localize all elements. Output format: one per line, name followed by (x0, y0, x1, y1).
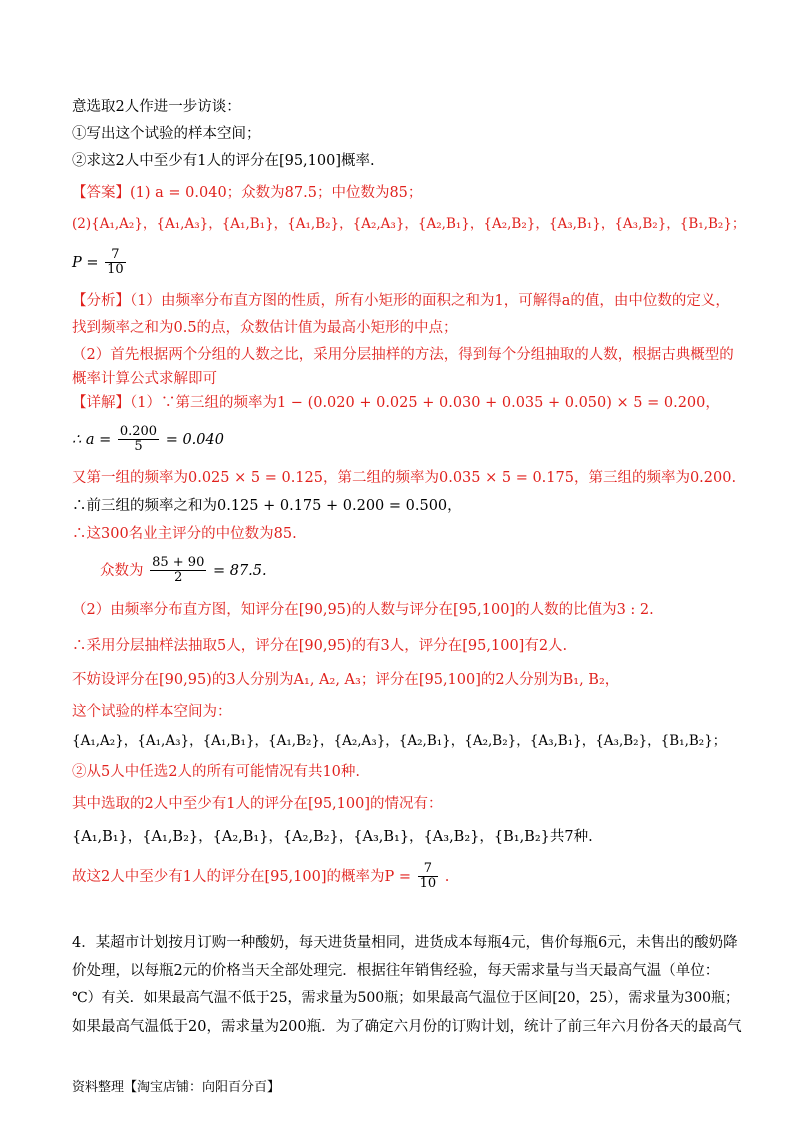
mode-numerator: 85 + 90 (152, 555, 205, 570)
detail-final (72, 862, 740, 892)
answer-line-2: (2){A₁,A₂}，{A₁,A₃}，{A₁,B₁}，{A₁,B₂}，{A₂,A₃}，{A₂,B₁}，{A₂,B₂}，{A₃,B₁}，{A₃,B₂}，{B₁,B₂}； (72, 216, 746, 232)
analysis-line-2: 找到频率之和为0.5的点，众数估计值为最高小矩形的中点； (72, 320, 458, 336)
p-numerator: 7 (105, 248, 126, 263)
question-item-2: ②求这2人中至少有1人的评分在[95,100]概率. (72, 153, 375, 169)
analysis-line-4: 概率计算公式求解即可 (72, 371, 217, 387)
q4-line-4: 如果最高气温低于20，需求量为200瓶．为了确定六月份的订购计划，统计了前三年六月份各天的最高气 (72, 1019, 742, 1035)
detail-a-equation (72, 425, 740, 455)
analysis-line-1: 【分析】（1）由频率分布直方图的性质，所有小矩形的面积之和为1，可解得a的值，由中位数的定义， (72, 293, 730, 309)
detail-line-10: 这个试验的样本空间为： (72, 704, 232, 720)
detail-line-9: 不妨设评分在[90,95)的3人分别为A₁, A₂, A₃；评分在[95,100]的2人分别为B₁, B₂， (72, 672, 620, 688)
p-denominator: 10 (107, 262, 124, 278)
mode-rhs: = 87.5. (212, 562, 267, 579)
detail-line-4: ∴前三组的频率之和为0.125 + 0.175 + 0.200 = 0.500， (72, 498, 462, 514)
final-end: . (444, 868, 450, 885)
q4-line-2: 价处理，以每瓶2元的价格当天全部处理完．根据往年销售经验，每天需求量与当天最高气温（单位： (72, 963, 720, 979)
detail-mode (100, 556, 740, 586)
a-denominator: 5 (134, 439, 143, 455)
a-numerator: 0.200 (119, 424, 158, 439)
detail-line-13: 其中选取的2人中至少有1人的评分在[95,100]的情况有： (72, 796, 443, 812)
detail-line-8: ∴采用分层抽样法抽取5人，评分在[90,95)的有3人，评分在[95,100]有2人. (72, 638, 568, 654)
q4-line-1: 4．某超市计划按月订购一种酸奶，每天进货量相同，进货成本每瓶4元，售价每瓶6元，未售出的酸奶降 (72, 935, 738, 951)
final-denominator: 10 (419, 876, 437, 892)
question-item-1: ①写出这个试验的样本空间； (72, 126, 261, 142)
question-intro: 意选取2人作进一步访谈： (72, 99, 241, 115)
detail-line-5: ∴这300名业主评分的中位数为85. (72, 526, 297, 542)
q4-line-3: ℃）有关．如果最高气温不低于25，需求量为500瓶；如果最高气温位于区间[20，25），需求量为300瓶； (72, 990, 740, 1006)
detail-favorable-cases: {A₁,B₁}，{A₁,B₂}，{A₂,B₁}，{A₂,B₂}，{A₃,B₁}，{A₃,B₂}，{B₁,B₂}共7种. (72, 829, 593, 845)
detail-line-12: ②从5人中任选2人的所有可能情况有共10种. (72, 764, 361, 780)
a-fraction (118, 425, 159, 455)
detail-line-1: 【详解】（1）∵第三组的频率为1 − (0.020 + 0.025 + 0.030 + 0.035 + 0.050) × 5 = 0.200， (72, 395, 720, 411)
final-numerator: 7 (418, 862, 439, 877)
p-fraction (105, 248, 126, 278)
p-lhs: P = (72, 254, 99, 271)
analysis-line-3: （2）首先根据两个分组的人数之比，采用分层抽样的方法，得到每个分组抽取的人数，根据古典概型的 (72, 347, 734, 363)
detail-line-7: （2）由频率分布直方图，知评分在[90,95)的人数与评分在[95,100]的人数的比值为3 : 2. (72, 602, 654, 618)
detail-line-3: 又第一组的频率为0.025 × 5 = 0.125，第二组的频率为0.035 × 5 = 0.175，第三组的频率为0.200. (72, 470, 737, 486)
mode-lhs: 众数为 (100, 562, 144, 579)
final-fraction (418, 862, 439, 892)
mode-denominator: 2 (174, 570, 183, 586)
answer-probability (72, 248, 740, 278)
final-lhs: 故这2人中至少有1人的评分在[95,100]的概率为P = (72, 868, 412, 885)
detail-sample-space: {A₁,A₂}，{A₁,A₃}，{A₁,B₁}，{A₁,B₂}，{A₂,A₃}，{A₂,B₁}，{A₂,B₂}，{A₃,B₁}，{A₃,B₂}，{B₁,B₂}； (72, 733, 727, 749)
page-footer: 资料整理【淘宝店铺：向阳百分百】 (72, 1080, 281, 1095)
a-lhs: ∴ a = (72, 431, 112, 448)
mode-fraction (150, 556, 206, 586)
answer-line-1: 【答案】(1) a = 0.040；众数为87.5；中位数为85； (72, 185, 423, 201)
a-rhs: = 0.040 (165, 431, 224, 448)
